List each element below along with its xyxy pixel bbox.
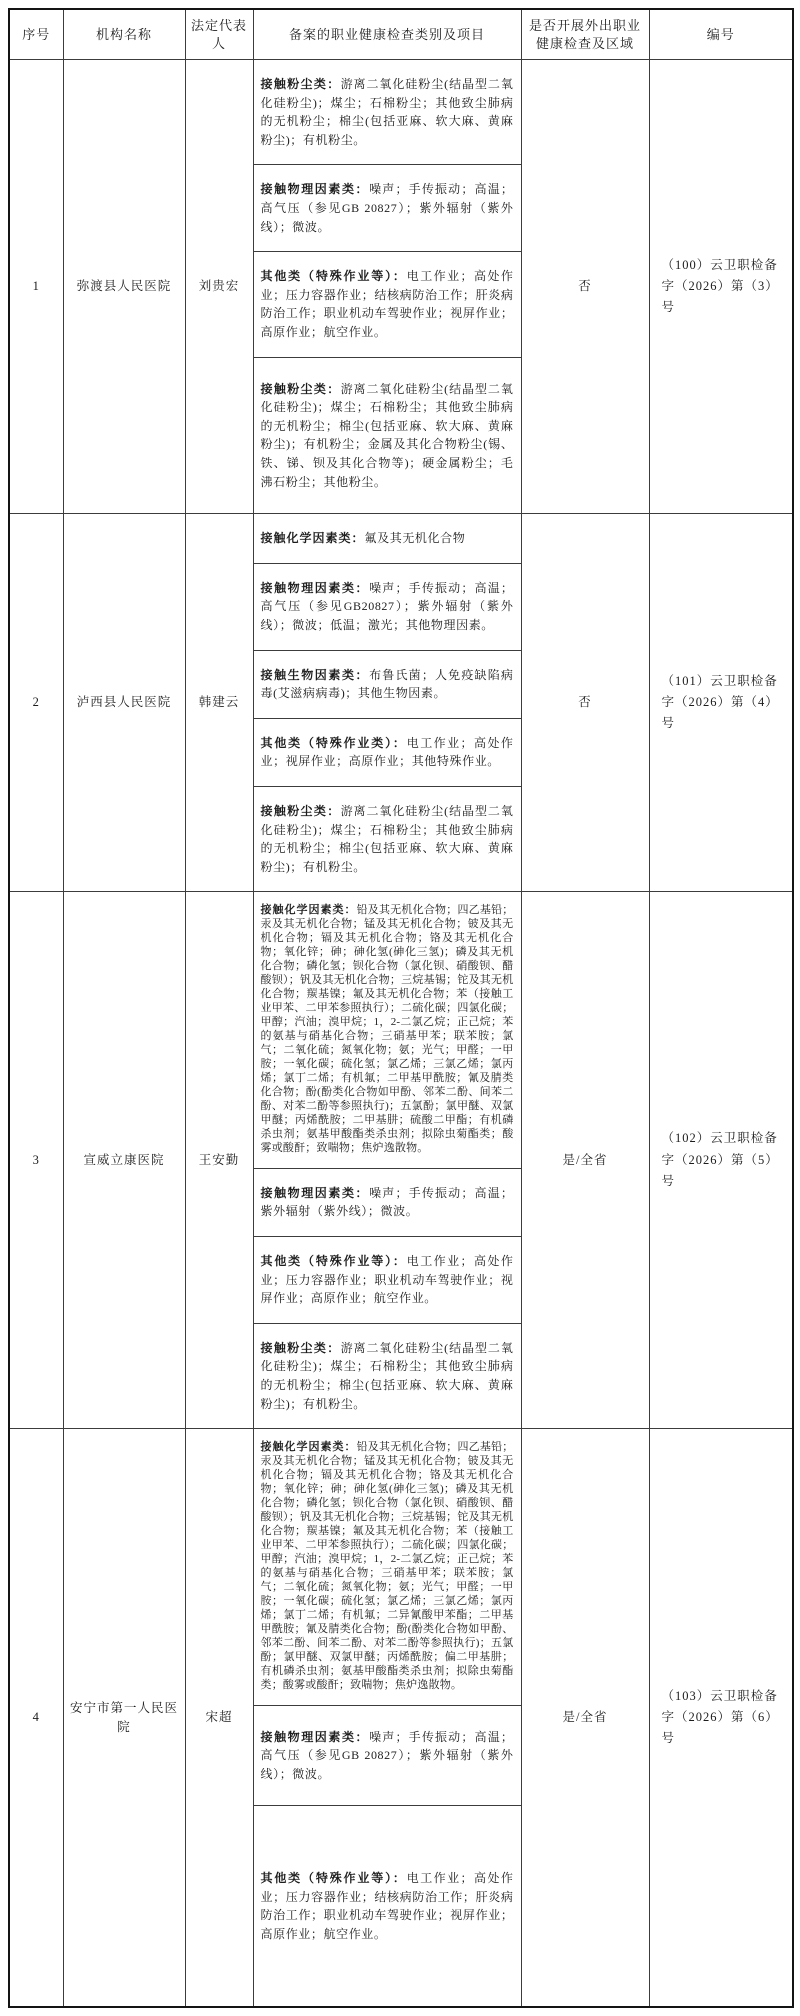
number-cell: （103）云卫职检备字（2026）第（6）号 — [649, 1429, 793, 2008]
legal-rep-cell: 韩建云 — [185, 514, 253, 892]
category-text: 游离二氧化硅粉尘(结晶型二氧化硅粉尘)；煤尘；石棉粉尘；其他致尘肺病的无机粉尘；棉尘(包括亚麻、软大麻、黄麻粉尘)；有机粉尘。 — [260, 1340, 514, 1411]
category-label: 接触粉尘类： — [260, 77, 341, 92]
number-cell: （102）云卫职检备字（2026）第（5）号 — [649, 892, 793, 1429]
categories-cell — [253, 60, 521, 514]
category-label: 接触化学因素类： — [260, 531, 365, 546]
category-text: 电工作业；高处作业；视屏作业；高原作业；其他特殊作业。 — [260, 735, 514, 769]
categories-cell — [253, 514, 521, 892]
seq-cell: 3 — [9, 892, 63, 1429]
col-header-number: 编号 — [649, 9, 793, 60]
category-label: 接触生物因素类： — [260, 667, 370, 682]
category-text: 氟及其无机化合物 — [364, 531, 466, 546]
category-label: 接触物理因素类： — [260, 182, 370, 197]
col-header-outreach: 是否开展外出职业健康检查及区域 — [521, 9, 649, 60]
org-name-cell: 宣威立康医院 — [63, 892, 185, 1429]
outreach-cell: 是/全省 — [521, 892, 649, 1429]
category-item — [254, 1169, 521, 1237]
category-label: 接触化学因素类： — [260, 904, 357, 917]
number-cell: （100）云卫职检备字（2026）第（3）号 — [649, 60, 793, 514]
category-label: 接触粉尘类： — [260, 803, 341, 818]
category-text: 铅及其无机化合物；四乙基铅；汞及其无机化合物；锰及其无机化合物；铍及其无机化合物；镉及其无机化合物；铬及其无机化合物；氧化锌；砷；砷化氢(砷化三氢)；磷及其无机化合物；磷化氢；钡化合物（氯化钡、硝酸钡、醋酸钡）；钒及其无机化合物；三烷基锡；铊及其无机化合物；羰基镍；氟及其无机化合物；苯（接触工业甲苯、二甲苯参照执行）；二硫化碳；四氯化碳；甲醇；汽油；溴甲烷；1，2-二氯乙烷；正己烷；苯的氨基与硝基化合物；三硝基甲苯；联苯胺；氯气；二氧化硫；氮氧化物；氨；光气；甲醛；一甲胺；一氧化碳；硫化氢；氯乙烯；三氯乙烯；氯丙烯；氯丁二烯；有机氟；二甲基甲酰胺；氰及腈类化合物；酚(酚类化合物如甲酚、邻苯二酚、间苯二酚、对苯二酚等参照执行)；五氯酚；氯甲醚、双氯甲醚；丙烯酰胺；二甲基肼；硫酸二甲酯；有机磷杀虫剂；氨基甲酸酯类杀虫剂；拟除虫菊酯类；酸雾或酸酐；致喘物；焦炉逸散物。 — [260, 904, 514, 1154]
seq-cell: 2 — [9, 514, 63, 892]
category-text: 游离二氧化硅粉尘(结晶型二氧化硅粉尘)；煤尘；石棉粉尘；其他致尘肺病的无机粉尘；棉尘(包括亚麻、软大麻、黄麻粉尘)；有机粉尘。 — [260, 77, 514, 147]
header-row — [9, 9, 793, 60]
category-item — [254, 787, 521, 891]
category-item — [254, 1806, 521, 2006]
categories-cell — [253, 1429, 521, 2008]
category-item — [254, 514, 521, 564]
category-label: 接触粉尘类： — [260, 1340, 341, 1355]
table-row — [9, 1429, 793, 2008]
category-text: 电工作业；高处作业；压力容器作业；职业机动车驾驶作业；视屏作业；高原作业；航空作业。 — [260, 1253, 514, 1306]
org-name-cell: 弥渡县人民医院 — [63, 60, 185, 514]
category-text: 布鲁氏菌；人免疫缺陷病毒(艾滋病病毒)；其他生物因素。 — [260, 667, 514, 701]
registration-table — [8, 8, 794, 2008]
category-item — [254, 60, 521, 165]
category-label: 其他类（特殊作业等）： — [260, 1253, 407, 1268]
org-name-cell: 安宁市第一人民医院 — [63, 1429, 185, 2008]
category-label: 其他类（特殊作业等）： — [260, 1871, 407, 1886]
category-item — [254, 165, 521, 252]
category-item — [254, 892, 521, 1168]
seq-cell: 1 — [9, 60, 63, 514]
category-text: 噪声；手传振动；高温；高气压（参见GB20827）；紫外辐射（紫外线）；微波；低温；激光；其他物理因素。 — [260, 580, 514, 632]
categories-cell — [253, 892, 521, 1429]
legal-rep-cell: 王安勤 — [185, 892, 253, 1429]
category-label: 接触物理因素类： — [260, 580, 370, 595]
legal-rep-cell: 宋超 — [185, 1429, 253, 2008]
category-item — [254, 564, 521, 651]
category-text: 游离二氧化硅粉尘(结晶型二氧化硅粉尘)；煤尘；石棉粉尘；其他致尘肺病的无机粉尘；棉尘(包括亚麻、软大麻、黄麻粉尘)；有机粉尘；金属及其化合物粉尘(锡、铁、锑、钡及其化合物等)；硬金属粉尘；毛沸石粉尘；其他粉尘。 — [260, 381, 514, 489]
category-text: 电工作业；高处作业；压力容器作业；结核病防治工作；肝炎病防治工作；职业机动车驾驶作业；视屏作业；高原作业；航空作业。 — [260, 1871, 514, 1941]
category-label: 接触物理因素类： — [260, 1729, 370, 1744]
col-header-legal-rep: 法定代表人 — [185, 9, 253, 60]
outreach-cell: 是/全省 — [521, 1429, 649, 2008]
category-item — [254, 358, 521, 514]
category-label: 其他类（特殊作业等）： — [260, 269, 407, 284]
seq-cell: 4 — [9, 1429, 63, 2008]
category-item — [254, 1429, 521, 1705]
category-label: 接触化学因素类： — [260, 1441, 357, 1454]
category-item — [254, 719, 521, 787]
outreach-cell: 否 — [521, 514, 649, 892]
category-item — [254, 1324, 521, 1428]
category-text: 游离二氧化硅粉尘(结晶型二氧化硅粉尘)；煤尘；石棉粉尘；其他致尘肺病的无机粉尘；棉尘(包括亚麻、软大麻、黄麻粉尘)；有机粉尘。 — [260, 803, 514, 874]
number-cell: （101）云卫职检备字（2026）第（4）号 — [649, 514, 793, 892]
category-text: 噪声；手传振动；高温；紫外辐射（紫外线）；微波。 — [260, 1185, 514, 1219]
org-name-cell: 泸西县人民医院 — [63, 514, 185, 892]
col-header-categories: 备案的职业健康检查类别及项目 — [253, 9, 521, 60]
outreach-cell: 否 — [521, 60, 649, 514]
col-header-seq: 序号 — [9, 9, 63, 60]
category-text: 电工作业；高处作业；压力容器作业；结核病防治工作；肝炎病防治工作；职业机动车驾驶作业；视屏作业；高原作业；航空作业。 — [260, 269, 514, 340]
category-item — [254, 1237, 521, 1324]
category-label: 接触粉尘类： — [260, 381, 341, 396]
category-text: 噪声；手传振动；高温；高气压（参见GB 20827）；紫外辐射（紫外线）；微波。 — [260, 182, 514, 234]
table-row — [9, 514, 793, 892]
table-row — [9, 892, 793, 1429]
legal-rep-cell: 刘贵宏 — [185, 60, 253, 514]
category-item — [254, 252, 521, 357]
table-row — [9, 60, 793, 514]
category-item — [254, 651, 521, 719]
category-label: 其他类（特殊作业类）： — [260, 735, 407, 750]
category-text: 噪声；手传振动；高温；高气压（参见GB 20827）；紫外辐射（紫外线）；微波。 — [260, 1729, 514, 1781]
category-text: 铅及其无机化合物；四乙基铅；汞及其无机化合物；锰及其无机化合物；铍及其无机化合物；镉及其无机化合物；铬及其无机化合物；氧化锌；砷；砷化氢(砷化三氢)；磷及其无机化合物；磷化氢；钡化合物（氯化钡、硝酸钡、醋酸钡）；钒及其无机化合物；三烷基锡；铊及其无机化合物；羰基镍；氟及其无机化合物；苯（接触工业甲苯、二甲苯参照执行）；二硫化碳；四氯化碳；甲醇；汽油；溴甲烷；1，2-二氯乙烷；正己烷；苯的氨基与硝基化合物；三硝基甲苯；联苯胺；氯气；二氧化硫；氮氧化物；氨；光气；甲醛；一甲胺；一氧化碳；硫化氢；氯乙烯；三氯乙烯；氯丙烯；氯丁二烯；有机氟；二异氰酸甲苯酯；二甲基甲酰胺；氰及腈类化合物；酚(酚类化合物如甲酚、邻苯二酚、间苯二酚、对苯二酚等参照执行)；五氯酚；氯甲醚、双氯甲醚；丙烯酰胺；偏二甲基肼；有机磷杀虫剂；氨基甲酸酯类杀虫剂；拟除虫菊酯类；酸雾或酸酐；致喘物；焦炉逸散物。 — [260, 1441, 514, 1691]
col-header-org: 机构名称 — [63, 9, 185, 60]
category-label: 接触物理因素类： — [260, 1185, 370, 1200]
